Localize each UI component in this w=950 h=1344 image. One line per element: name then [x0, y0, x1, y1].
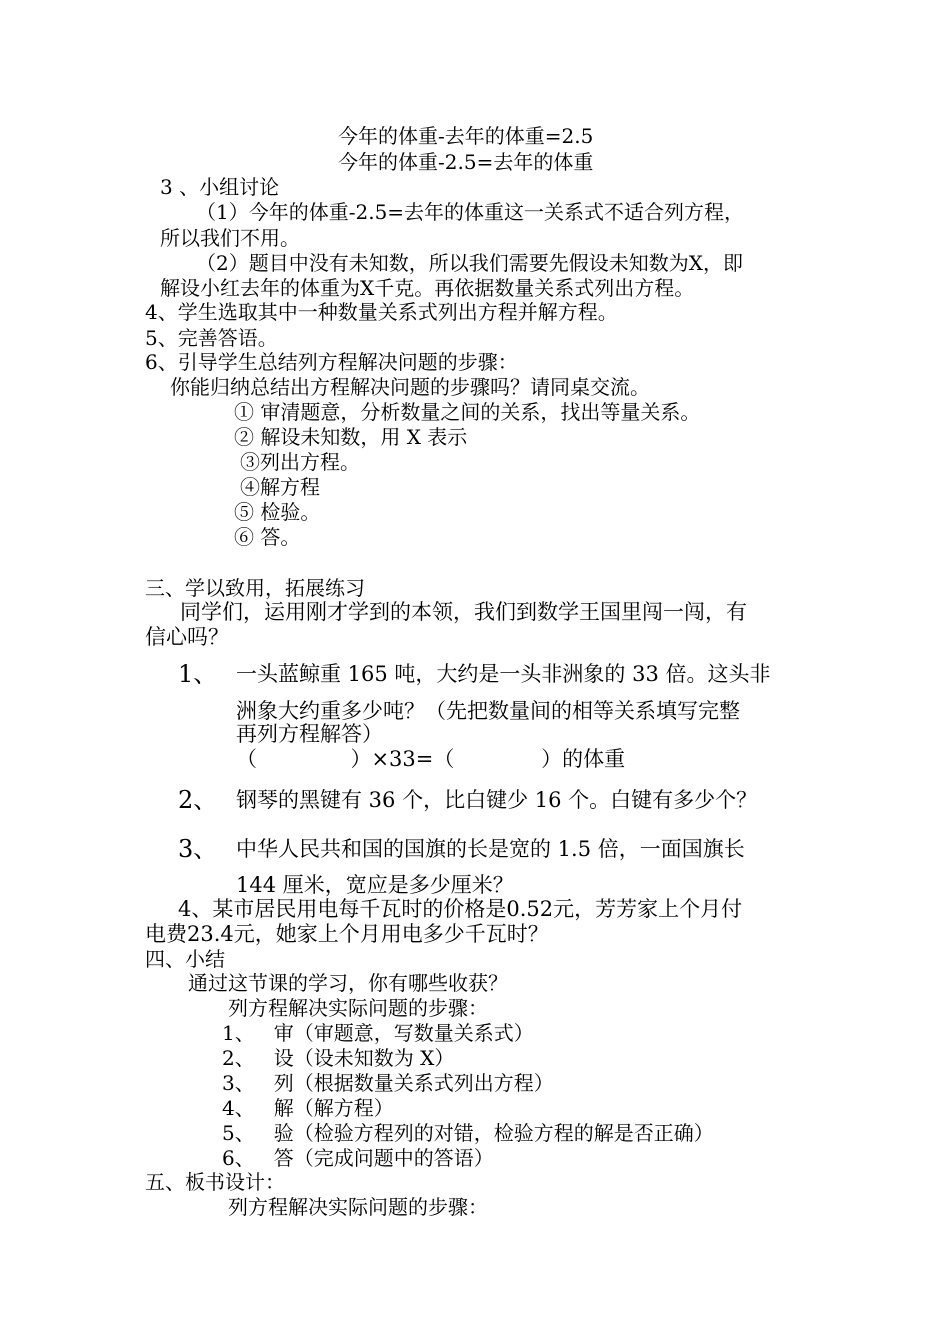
- summary-item-6: 6、 答（完成问题中的答语）: [222, 1146, 494, 1170]
- step-5: ⑤ 检验。: [234, 500, 321, 524]
- question-1-line3: 再列方程解答）: [236, 722, 383, 746]
- item-6: 6、引导学生总结列方程解决问题的步骤：: [145, 350, 518, 374]
- question-1-line2: 洲象大约重多少吨？（先把数量间的相等关系填写完整: [236, 699, 740, 723]
- question-4-line2: 电费23.4元，她家上个月用电多少千瓦时？: [145, 922, 549, 946]
- steps-question: 你能归纳总结出方程解决问题的步骤吗？请同桌交流。: [170, 375, 650, 399]
- discussion-p1-line2: 所以我们不用。: [160, 226, 300, 250]
- step-1: ① 审清题意，分析数量之间的关系，找出等量关系。: [234, 400, 701, 424]
- question-1-fill-in: （ ）×33=（ ）的体重: [236, 747, 626, 771]
- summary-item-1: 1、 审（审题意，写数量关系式）: [222, 1021, 534, 1045]
- step-2: ② 解设未知数，用 X 表示: [234, 425, 468, 449]
- summary-title: 列方程解决实际问题的步骤：: [228, 996, 488, 1020]
- practice-heading: 三、学以致用，拓展练习: [145, 576, 365, 600]
- discussion-heading: 3 、小组讨论: [160, 175, 280, 199]
- practice-intro-line1: 同学们，运用刚才学到的本领，我们到数学王国里闯一闯，有: [180, 600, 747, 624]
- equation-line-2: 今年的体重-2.5=去年的体重: [338, 150, 594, 174]
- question-1-line1: 一头蓝鲸重 165 吨，大约是一头非洲象的 33 倍。这头非: [236, 662, 771, 686]
- question-4-line1: 4、某市居民用电每千瓦时的价格是0.52元，芳芳家上个月付: [178, 897, 743, 921]
- summary-item-3: 3、 列（根据数量关系式列出方程）: [222, 1071, 554, 1095]
- discussion-p2-line1: （2）题目中没有未知数，所以我们需要先假设未知数为X，即: [196, 251, 743, 275]
- equation-line-1: 今年的体重-去年的体重=2.5: [338, 124, 594, 148]
- summary-item-2: 2、 设（设未知数为 X）: [222, 1046, 455, 1070]
- item-4: 4、学生选取其中一种数量关系式列出方程并解方程。: [145, 300, 618, 324]
- step-6: ⑥ 答。: [234, 525, 301, 549]
- board-heading: 五、板书设计：: [145, 1170, 285, 1194]
- step-4: ④解方程: [240, 475, 320, 499]
- question-3-line1: 中华人民共和国的国旗的长是宽的 1.5 倍，一面国旗长: [236, 837, 745, 861]
- summary-item-5: 5、 验（检验方程列的对错，检验方程的解是否正确）: [222, 1121, 714, 1145]
- question-3-line2: 144 厘米，宽应是多少厘米？: [236, 873, 514, 897]
- question-2-number: 2、: [178, 786, 218, 814]
- discussion-p1-line1: （1）今年的体重-2.5=去年的体重这一关系式不适合列方程，: [196, 200, 745, 224]
- item-5: 5、完善答语。: [145, 326, 278, 350]
- board-title: 列方程解决实际问题的步骤：: [228, 1195, 488, 1219]
- question-1-number: 1、: [178, 660, 218, 688]
- question-3-number: 3、: [178, 835, 218, 863]
- summary-question: 通过这节课的学习，你有哪些收获？: [188, 971, 508, 995]
- summary-item-4: 4、 解（解方程）: [222, 1096, 394, 1120]
- question-2-line1: 钢琴的黑键有 36 个，比白键少 16 个。白键有多少个？: [236, 788, 758, 812]
- practice-intro-line2: 信心吗？: [145, 625, 229, 649]
- discussion-p2-line2: 解设小红去年的体重为X千克。再依据数量关系式列出方程。: [160, 276, 695, 300]
- summary-heading: 四、小结: [145, 947, 225, 971]
- step-3: ③列出方程。: [240, 450, 360, 474]
